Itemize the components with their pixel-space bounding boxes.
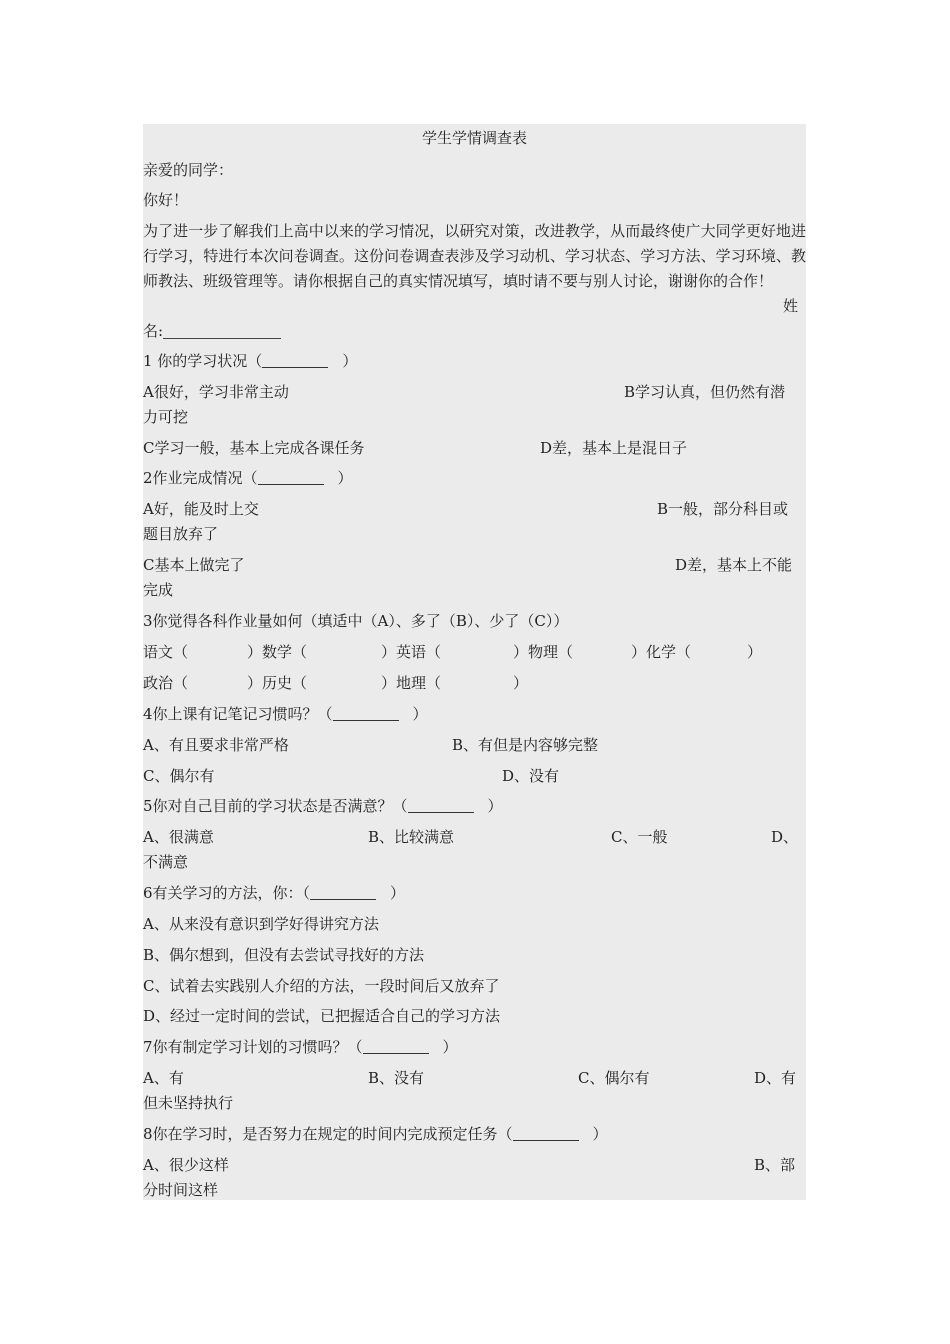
q4-answer-blank[interactable] xyxy=(333,706,399,721)
q2-option-d: D差，基本上不能 xyxy=(675,556,793,574)
q6-row xyxy=(143,881,806,906)
q3-subject-english: ）英语（ xyxy=(381,643,442,661)
q3-subject-physics: ）物理（ xyxy=(513,643,574,661)
q1-option-d: D差，基本上是混日子 xyxy=(540,439,688,457)
name-field[interactable] xyxy=(163,322,281,339)
q1-label: 1 你的学习状况（ xyxy=(143,352,263,370)
q3-subject-geography: ）地理（ xyxy=(381,674,442,692)
q5-label: 5你对自己目前的学习状态是否满意？（ xyxy=(143,797,408,815)
q7-row xyxy=(143,1035,806,1060)
q6-option-a: A、从来没有意识到学好得讲究方法 xyxy=(143,915,379,933)
page-title: 学生学情调查表 xyxy=(421,129,527,147)
q7-option-d: D、有 xyxy=(754,1069,797,1087)
q6-option-c: C、试着去实践别人介绍的方法，一段时间后又放弃了 xyxy=(143,977,500,995)
q3-row1-close: ） xyxy=(747,643,763,661)
q5-option-d-cont: 不满意 xyxy=(143,853,189,871)
q2-option-b: B一般，部分科目或 xyxy=(657,500,789,518)
q6-close: ） xyxy=(390,884,406,902)
q8-close: ） xyxy=(592,1125,608,1143)
q8-label: 8你在学习时，是否努力在规定的时间内完成预定任务（ xyxy=(143,1125,513,1143)
q2-row xyxy=(143,466,806,491)
q8-answer-blank[interactable] xyxy=(513,1126,579,1141)
q4-label: 4你上课有记笔记习惯吗？（ xyxy=(143,705,333,723)
q6-option-b: B、偶尔想到，但没有去尝试寻找好的方法 xyxy=(143,946,425,964)
q4-option-b: B、有但是内容够完整 xyxy=(452,736,599,754)
q2-close: ） xyxy=(337,469,353,487)
q7-label: 7你有制定学习计划的习惯吗？（ xyxy=(143,1038,363,1056)
q8-option-b-cont: 分时间这样 xyxy=(143,1181,219,1199)
name-field-row xyxy=(143,319,806,344)
q3-label: 3你觉得各科作业量如何（填适中（A）、多了（B）、少了（C）） xyxy=(143,612,569,630)
q1-option-b: B学习认真，但仍然有潜 xyxy=(624,383,786,401)
q2-option-c: C基本上做完了 xyxy=(143,556,245,574)
q7-option-d-cont: 但未坚持执行 xyxy=(143,1094,234,1112)
q1-answer-blank[interactable] xyxy=(262,353,328,368)
q1-close: ） xyxy=(342,352,358,370)
q2-option-d-cont: 完成 xyxy=(143,581,174,599)
q2-option-b-cont: 题目放弃了 xyxy=(143,525,219,543)
q5-option-a: A、很满意 xyxy=(143,828,214,846)
q6-answer-blank[interactable] xyxy=(310,885,376,900)
q4-option-c: C、偶尔有 xyxy=(143,767,215,785)
name-label-a: 姓 xyxy=(782,297,798,315)
q2-option-a: A好，能及时上交 xyxy=(143,500,259,518)
survey-sheet xyxy=(143,124,806,1200)
q4-close: ） xyxy=(412,705,428,723)
q1-row xyxy=(143,349,806,374)
q3-subject-politics: 政治（ xyxy=(143,674,189,692)
q4-option-a: A、有且要求非常严格 xyxy=(143,736,289,754)
name-label-b: 名: xyxy=(143,322,164,340)
q3-row2-close: ） xyxy=(513,674,529,692)
q7-option-a: A、有 xyxy=(143,1069,184,1087)
q5-answer-blank[interactable] xyxy=(408,798,474,813)
q5-option-c: C、一般 xyxy=(611,828,668,846)
greeting: 亲爱的同学： xyxy=(143,161,234,179)
q1-option-a: A很好，学习非常主动 xyxy=(143,383,289,401)
q5-close: ） xyxy=(487,797,503,815)
q6-label: 6有关学习的方法，你：（ xyxy=(143,884,311,902)
q3-subject-chinese: 语文（ xyxy=(143,643,189,661)
q3-subject-history: ）历史（ xyxy=(247,674,308,692)
q6-option-d: D、经过一定时间的尝试，已把握适合自己的学习方法 xyxy=(143,1007,501,1025)
q4-row xyxy=(143,702,806,727)
q7-option-b: B、没有 xyxy=(368,1069,425,1087)
q5-option-d: D、 xyxy=(771,828,799,846)
q8-option-b: B、部 xyxy=(754,1156,796,1174)
intro-paragraph: 为了进一步了解我们上高中以来的学习情况，以研究对策，改进教学，从而最终使广大同学更好地进行学习，特进行本次问卷调查。这份问卷调查表涉及学习动机、学习状态、学习方法、学习环境、教师教法、班级管理等。请你根据自己的真实情况填写，填时请不要与别人讨论，谢谢你的合作！ xyxy=(143,222,806,290)
q5-row xyxy=(143,794,806,819)
hello: 你好！ xyxy=(143,191,189,209)
q1-option-b-cont: 力可挖 xyxy=(143,408,189,426)
q5-option-b: B、比较满意 xyxy=(368,828,455,846)
q2-label: 2作业完成情况（ xyxy=(143,469,258,487)
q7-answer-blank[interactable] xyxy=(363,1039,429,1054)
q8-row xyxy=(143,1122,806,1147)
q8-option-a: A、很少这样 xyxy=(143,1156,229,1174)
q7-option-c: C、偶尔有 xyxy=(578,1069,650,1087)
q3-subject-chemistry: ）化学（ xyxy=(631,643,692,661)
q4-option-d: D、没有 xyxy=(502,767,560,785)
q2-answer-blank[interactable] xyxy=(258,470,324,485)
q3-subject-math: ）数学（ xyxy=(247,643,308,661)
q7-close: ） xyxy=(442,1038,458,1056)
q1-option-c: C学习一般，基本上完成各课任务 xyxy=(143,439,365,457)
